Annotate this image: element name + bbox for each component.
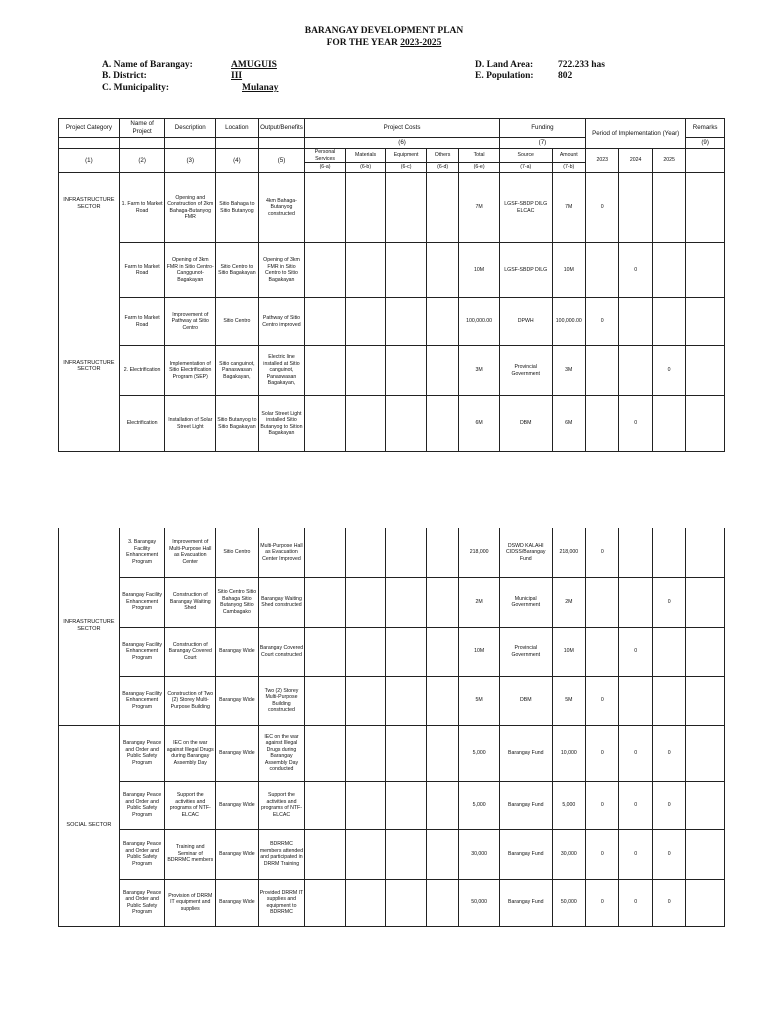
year-2025-mark <box>652 396 685 452</box>
project-total: 7M <box>459 173 500 243</box>
project-total: 50,000 <box>459 879 500 926</box>
project-total: 3M <box>459 346 500 396</box>
project-output: Two (2) Storey Multi-Purpose Building constructed <box>258 676 305 725</box>
municipality-label: C. Municipality: <box>102 83 170 93</box>
project-output: 4km Bahaga-Butanyog constructed <box>258 173 305 243</box>
project-description: Training and Seminar of BDRRMC members <box>165 829 216 879</box>
category-cell: SOCIAL SECTOR <box>59 725 120 926</box>
project-total: 6M <box>459 396 500 452</box>
project-name: Electrification <box>119 396 165 452</box>
table-row <box>59 676 725 725</box>
col-amount: Amount <box>552 149 585 163</box>
funding-amount: 5M <box>552 676 585 725</box>
code-6a: (6-a) <box>305 163 346 173</box>
land-area-label: D. Land Area: <box>475 60 534 70</box>
project-output: IEC on the war against Illegal Drugs during Barangay Assembly Day conducted <box>258 725 305 781</box>
subtitle-prefix: FOR THE YEAR <box>326 38 401 48</box>
col-header-output: Output/Benefits <box>258 119 305 138</box>
project-description: Implementation of Sitio Electrification Program (SEP) <box>165 346 216 396</box>
project-output: Support the activities and programs of NTF-ELCAC <box>258 781 305 829</box>
col-header-category: Project Category <box>59 119 120 138</box>
project-name: Barangay Peace and Order and Public Safety Program <box>119 725 165 781</box>
project-name: Barangay Peace and Order and Public Safety Program <box>119 879 165 926</box>
project-total: 10M <box>459 627 500 676</box>
category-cell: INFRASTRUCTURE SECTOR <box>59 173 120 346</box>
project-name: Farm to Market Road <box>119 298 165 346</box>
code-6c: (6-c) <box>386 163 427 173</box>
project-output: BDRRMC members attended and participated in DRRM Training <box>258 829 305 879</box>
funding-source: Barangay Fund <box>499 781 552 829</box>
project-location: Sitio Centro to Sitio Bagakayan <box>216 243 259 298</box>
code-7b: (7-b) <box>552 163 585 173</box>
col-number-1: (1) <box>59 149 120 173</box>
funding-source: LGSF-SBDP DILG <box>499 243 552 298</box>
funding-source: DPWH <box>499 298 552 346</box>
project-name: 2. Electrification <box>119 346 165 396</box>
year-2025-mark: 0 <box>652 577 685 627</box>
category-cell: INFRASTRUCTURE SECTOR <box>59 346 120 452</box>
subheader-row <box>59 149 725 163</box>
year-2025-mark <box>652 173 685 243</box>
year-2023-mark: 0 <box>586 725 619 781</box>
table-row <box>59 627 725 676</box>
project-description: Construction of Two (2) Storey Multi-Purpose Building <box>165 676 216 725</box>
project-description: Installation of Solar Street Light <box>165 396 216 452</box>
table-row <box>59 528 725 577</box>
col-year-2024: 2024 <box>619 149 652 173</box>
project-description: Provision of DRRM IT equipment and supplies <box>165 879 216 926</box>
year-2024-mark: 0 <box>619 627 652 676</box>
header-row <box>59 119 725 138</box>
funding-amount: 218,000 <box>552 528 585 577</box>
funding-source: Provincial Government <box>499 346 552 396</box>
project-name: Barangay Facility Enhancement Program <box>119 676 165 725</box>
year-2023-mark: 0 <box>586 781 619 829</box>
year-2024-mark <box>619 298 652 346</box>
funding-amount: 6M <box>552 396 585 452</box>
project-description: Construction of Barangay Covered Court <box>165 627 216 676</box>
project-total: 100,000.00 <box>459 298 500 346</box>
col-equipment: Equipment <box>386 149 427 163</box>
project-description: Opening of 3km FMR in Sitio Centro-Canggunot-Bagakayan <box>165 243 216 298</box>
funding-source: LGSF-SBDP DILG ELCAC <box>499 173 552 243</box>
document-title: BARANGAY DEVELOPMENT PLAN <box>304 26 464 36</box>
col-header-description: Description <box>165 119 216 138</box>
project-output: Barangay Covered Court constructed <box>258 627 305 676</box>
year-2024-mark <box>619 346 652 396</box>
barangay-name-label: A. Name of Barangay: <box>102 60 193 70</box>
project-name: Barangay Peace and Order and Public Safety Program <box>119 829 165 879</box>
year-2025-mark: 0 <box>652 829 685 879</box>
project-output: Solar Street Light installed Sitio Butanyog to Sition Bagakayan <box>258 396 305 452</box>
project-location: Sitio Centro <box>216 298 259 346</box>
col-number-9: (9) <box>686 138 725 149</box>
year-2025-mark <box>652 298 685 346</box>
project-name: Barangay Facility Enhancement Program <box>119 627 165 676</box>
table-row <box>59 725 725 781</box>
code-6d: (6-d) <box>426 163 458 173</box>
project-output: Opening of 3km FMR in Sitio Centro to Sitio Bagakayan <box>258 243 305 298</box>
development-plan-table-continued <box>58 528 725 927</box>
project-location: Barangay Wide <box>216 829 259 879</box>
year-2025-mark <box>652 243 685 298</box>
col-number-3: (3) <box>165 149 216 173</box>
col-number-7: (7) <box>499 138 585 149</box>
funding-amount: 3M <box>552 346 585 396</box>
table-row <box>59 396 725 452</box>
project-description: IEC on the war against Illegal Drugs during Barangay Assembly Day <box>165 725 216 781</box>
funding-source: Barangay Fund <box>499 829 552 879</box>
col-total: Total <box>459 149 500 163</box>
year-2025-mark <box>652 676 685 725</box>
year-2024-mark <box>619 528 652 577</box>
year-2024-mark <box>619 173 652 243</box>
year-2025-mark: 0 <box>652 725 685 781</box>
table-row <box>59 781 725 829</box>
year-2023-mark: 0 <box>586 879 619 926</box>
population-label: E. Population: <box>475 71 534 81</box>
funding-amount: 5,000 <box>552 781 585 829</box>
col-personal-services: Personal Services <box>305 149 346 163</box>
project-location: Barangay Wide <box>216 781 259 829</box>
col-year-2025: 2025 <box>652 149 685 173</box>
project-name: Barangay Facility Enhancement Program <box>119 577 165 627</box>
funding-amount: 10,000 <box>552 725 585 781</box>
year-2023-mark <box>586 346 619 396</box>
project-total: 10M <box>459 243 500 298</box>
year-2023-mark: 0 <box>586 676 619 725</box>
year-2023-mark: 0 <box>586 298 619 346</box>
funding-source: DBM <box>499 676 552 725</box>
code-7a: (7-a) <box>499 163 552 173</box>
project-total: 218,000 <box>459 528 500 577</box>
barangay-name-value: AMUGUIS <box>231 60 277 70</box>
funding-source: Provincial Government <box>499 627 552 676</box>
year-2025-mark: 0 <box>652 781 685 829</box>
col-number-2: (2) <box>119 149 165 173</box>
funding-amount: 10M <box>552 243 585 298</box>
project-output: Electric line installed at Sitio canguinot, Panaswasan Bagakayan, <box>258 346 305 396</box>
code-6e: (6-e) <box>459 163 500 173</box>
project-location: Barangay Wide <box>216 725 259 781</box>
table-row <box>59 577 725 627</box>
project-location: Sitio Bahaga to Sitio Butanyog <box>216 173 259 243</box>
development-plan-table <box>58 118 725 452</box>
col-number-6: (6) <box>305 138 500 149</box>
funding-source: Barangay Fund <box>499 725 552 781</box>
year-2024-mark: 0 <box>619 243 652 298</box>
project-location: Sitio Butanyog to Sitio Bagakayan <box>216 396 259 452</box>
year-2023-mark: 0 <box>586 173 619 243</box>
project-description: Support the activities and programs of NTF-ELCAC <box>165 781 216 829</box>
col-header-name: Name of Project <box>119 119 165 138</box>
project-output: Pathway of Sitio Centro improved <box>258 298 305 346</box>
col-header-remarks: Remarks <box>686 119 725 138</box>
project-name: 1. Farm to Market Road <box>119 173 165 243</box>
year-2023-mark <box>586 577 619 627</box>
table-row <box>59 298 725 346</box>
table-row <box>59 879 725 926</box>
project-description: Improvement of Multi-Purpose Hall as Evacuation Center <box>165 528 216 577</box>
year-2023-mark <box>586 396 619 452</box>
col-year-2023: 2023 <box>586 149 619 173</box>
project-total: 5,000 <box>459 725 500 781</box>
year-2025-mark <box>652 627 685 676</box>
year-2024-mark <box>619 676 652 725</box>
table-row <box>59 829 725 879</box>
project-total: 5M <box>459 676 500 725</box>
funding-amount: 30,000 <box>552 829 585 879</box>
project-output: Provided DRRM IT supplies and equipment to BDRRMC <box>258 879 305 926</box>
year-2023-mark: 0 <box>586 528 619 577</box>
table-row <box>59 173 725 243</box>
year-2023-mark: 0 <box>586 829 619 879</box>
col-header-costs: Project Costs <box>305 119 500 138</box>
project-name: 3. Barangay Facility Enhancement Program <box>119 528 165 577</box>
project-total: 2M <box>459 577 500 627</box>
year-2023-mark <box>586 243 619 298</box>
category-cell: INFRASTRUCTURE SECTOR <box>59 528 120 725</box>
col-materials: Materials <box>345 149 386 163</box>
municipality-value: Mulanay <box>242 83 279 93</box>
table-row <box>59 346 725 396</box>
year-2025-mark: 0 <box>652 879 685 926</box>
project-location: Sitio Centro <box>216 528 259 577</box>
col-header-funding: Funding <box>499 119 585 138</box>
funding-source: Municipal Government <box>499 577 552 627</box>
funding-amount: 2M <box>552 577 585 627</box>
project-description: Opening and Construction of 2km Bahaga-Butanyog FMR <box>165 173 216 243</box>
district-label: B. District: <box>102 71 147 81</box>
funding-amount: 50,000 <box>552 879 585 926</box>
project-location: Barangay Wide <box>216 627 259 676</box>
project-total: 5,000 <box>459 781 500 829</box>
project-output: Multi-Purpose Hall as Evacuation Center Improved <box>258 528 305 577</box>
funding-amount: 10M <box>552 627 585 676</box>
project-name: Farm to Market Road <box>119 243 165 298</box>
project-description: Construction of Barangay Waiting Shed <box>165 577 216 627</box>
document-subtitle <box>0 38 768 48</box>
project-output: Barangay Waiting Shed constructed <box>258 577 305 627</box>
funding-source: DBM <box>499 396 552 452</box>
year-2024-mark: 0 <box>619 829 652 879</box>
year-2024-mark: 0 <box>619 725 652 781</box>
col-header-period: Period of Implementation (Year) <box>586 119 686 149</box>
year-2024-mark: 0 <box>619 396 652 452</box>
land-area-value: 722.233 has <box>558 60 605 70</box>
funding-amount: 100,000.00 <box>552 298 585 346</box>
year-2023-mark <box>586 627 619 676</box>
year-2024-mark: 0 <box>619 879 652 926</box>
project-location: Sitio Centro Sitio Bahaga Sitio Butanyog Sitio Cambagako <box>216 577 259 627</box>
district-value: III <box>231 71 243 81</box>
project-name: Barangay Peace and Order and Public Safety Program <box>119 781 165 829</box>
col-number-4: (4) <box>216 149 259 173</box>
col-number-5: (5) <box>258 149 305 173</box>
col-others: Others <box>426 149 458 163</box>
project-location: Barangay Wide <box>216 879 259 926</box>
table-row <box>59 243 725 298</box>
col-header-location: Location <box>216 119 259 138</box>
funding-source: Barangay Fund <box>499 879 552 926</box>
col-source: Source <box>499 149 552 163</box>
project-total: 30,000 <box>459 829 500 879</box>
subtitle-year: 2023-2025 <box>400 38 442 48</box>
year-2024-mark <box>619 577 652 627</box>
code-6b: (6-b) <box>345 163 386 173</box>
population-value: 802 <box>558 71 573 81</box>
year-2025-mark <box>652 528 685 577</box>
funding-amount: 7M <box>552 173 585 243</box>
year-2025-mark: 0 <box>652 346 685 396</box>
funding-source: DSWD KALAHI CIDSS/Barangay Fund <box>499 528 552 577</box>
year-2024-mark: 0 <box>619 781 652 829</box>
project-location: Sitio canguinot, Panaswasan Bagakayan, <box>216 346 259 396</box>
project-location: Barangay Wide <box>216 676 259 725</box>
project-description: Improvement of Pathway at Sitio Centro <box>165 298 216 346</box>
